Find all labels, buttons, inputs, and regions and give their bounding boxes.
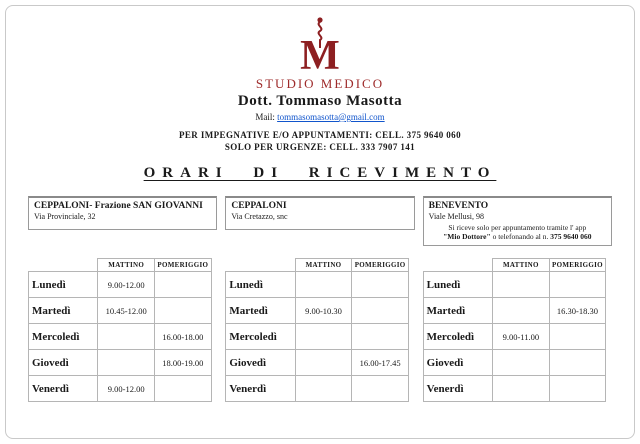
afternoon-time-cell [549, 376, 606, 402]
morning-time-cell: 10.45-12.00 [98, 298, 155, 324]
location-name: BENEVENTO [428, 201, 489, 211]
clinic-logo-icon [28, 16, 612, 74]
location-address: Viale Mellusi, 98 [428, 212, 484, 221]
day-cell: Mercoledì [423, 324, 492, 350]
table-row [226, 272, 409, 298]
table-row [226, 324, 409, 350]
table-row [423, 376, 606, 402]
table-row [423, 298, 606, 324]
morning-header: MATTINO [493, 259, 550, 272]
morning-time-cell [295, 272, 352, 298]
corner-cell [423, 259, 492, 272]
note-app-name: "Mio Dottore" [443, 232, 491, 241]
afternoon-time-cell: 18.00-19.00 [155, 350, 212, 376]
svg-text:M: M [300, 33, 340, 74]
morning-time-cell [295, 376, 352, 402]
location-box-ceppaloni-san-giovanni [28, 196, 217, 230]
afternoon-time-cell [352, 272, 409, 298]
day-cell: Martedì [226, 298, 295, 324]
afternoon-time-cell [155, 272, 212, 298]
table-row [226, 298, 409, 324]
schedule-table-ceppaloni-san-giovanni [28, 258, 212, 402]
day-cell: Martedì [29, 298, 98, 324]
morning-time-cell: 9.00-11.00 [493, 324, 550, 350]
morning-header: MATTINO [295, 259, 352, 272]
urgency-phone-line: SOLO PER URGENZE: CELL. 333 7907 141 [224, 142, 416, 152]
table-row [423, 350, 606, 376]
afternoon-header: POMERIGGIO [352, 259, 409, 272]
afternoon-time-cell [549, 272, 606, 298]
corner-cell [226, 259, 295, 272]
afternoon-time-cell [352, 376, 409, 402]
day-cell: Venerdì [29, 376, 98, 402]
afternoon-header: POMERIGGIO [155, 259, 212, 272]
day-cell: Venerdì [226, 376, 295, 402]
location-note [429, 223, 606, 241]
clinic-name: STUDIO MEDICO [255, 76, 385, 91]
table-header-row [423, 259, 606, 272]
location-address: Via Provinciale, 32 [34, 212, 96, 221]
day-cell: Giovedì [423, 350, 492, 376]
location-name: CEPPALONI [231, 201, 287, 211]
document-header [28, 16, 612, 153]
location-address: Via Cretazzo, snc [231, 212, 288, 221]
morning-time-cell [295, 350, 352, 376]
table-row [226, 376, 409, 402]
note-phone: 375 9640 060 [550, 232, 592, 241]
day-cell: Lunedì [423, 272, 492, 298]
morning-time-cell [493, 272, 550, 298]
page-title: ORARI DI RICEVIMENTO [143, 165, 497, 181]
afternoon-time-cell [352, 324, 409, 350]
table-row [29, 376, 212, 402]
location-box-ceppaloni [225, 196, 414, 230]
table-row [226, 350, 409, 376]
phone-lines [28, 129, 612, 153]
day-cell: Lunedì [226, 272, 295, 298]
afternoon-time-cell: 16.00-17.45 [352, 350, 409, 376]
doctor-name: Dott. Tommaso Masotta [237, 93, 403, 109]
afternoon-time-cell [155, 376, 212, 402]
day-cell: Lunedì [29, 272, 98, 298]
table-row [423, 272, 606, 298]
note-line1: Si riceve solo per appuntamento tramite l' app [448, 223, 587, 232]
corner-cell [29, 259, 98, 272]
afternoon-time-cell: 16.00-18.00 [155, 324, 212, 350]
schedule-table-ceppaloni [225, 258, 409, 402]
morning-header: MATTINO [98, 259, 155, 272]
location-box-benevento [423, 196, 612, 246]
day-cell: Mercoledì [226, 324, 295, 350]
morning-time-cell [98, 350, 155, 376]
day-cell: Martedì [423, 298, 492, 324]
table-row [29, 298, 212, 324]
afternoon-time-cell [549, 350, 606, 376]
afternoon-time-cell [352, 298, 409, 324]
mail-label: Mail: [255, 112, 275, 122]
afternoon-header: POMERIGGIO [549, 259, 606, 272]
day-cell: Venerdì [423, 376, 492, 402]
morning-time-cell [493, 298, 550, 324]
schedule-table-benevento [423, 258, 607, 402]
morning-time-cell [98, 324, 155, 350]
table-row [29, 350, 212, 376]
table-row [29, 324, 212, 350]
morning-time-cell [493, 350, 550, 376]
day-cell: Mercoledì [29, 324, 98, 350]
day-cell: Giovedì [29, 350, 98, 376]
appointments-phone-line: PER IMPEGNATIVE E/O APPUNTAMENTI: CELL. 375 9640 060 [179, 130, 461, 140]
locations-header-row [28, 196, 612, 246]
table-header-row [29, 259, 212, 272]
table-row [29, 272, 212, 298]
mail-line [28, 112, 612, 122]
table-row [423, 324, 606, 350]
afternoon-time-cell: 16.30-18.30 [549, 298, 606, 324]
afternoon-time-cell [155, 298, 212, 324]
email-link[interactable]: tommasomasotta@gmail.com [277, 112, 385, 122]
morning-time-cell: 9.00-12.00 [98, 272, 155, 298]
morning-time-cell: 9.00-12.00 [98, 376, 155, 402]
morning-time-cell [493, 376, 550, 402]
location-name: CEPPALONI- Frazione SAN GIOVANNI [34, 201, 203, 211]
day-cell: Giovedì [226, 350, 295, 376]
note-mid: o telefonando al n. [490, 232, 551, 241]
afternoon-time-cell [549, 324, 606, 350]
schedule-tables-row [28, 258, 612, 402]
morning-time-cell: 9.00-10.30 [295, 298, 352, 324]
document-page [5, 5, 635, 439]
table-header-row [226, 259, 409, 272]
morning-time-cell [295, 324, 352, 350]
